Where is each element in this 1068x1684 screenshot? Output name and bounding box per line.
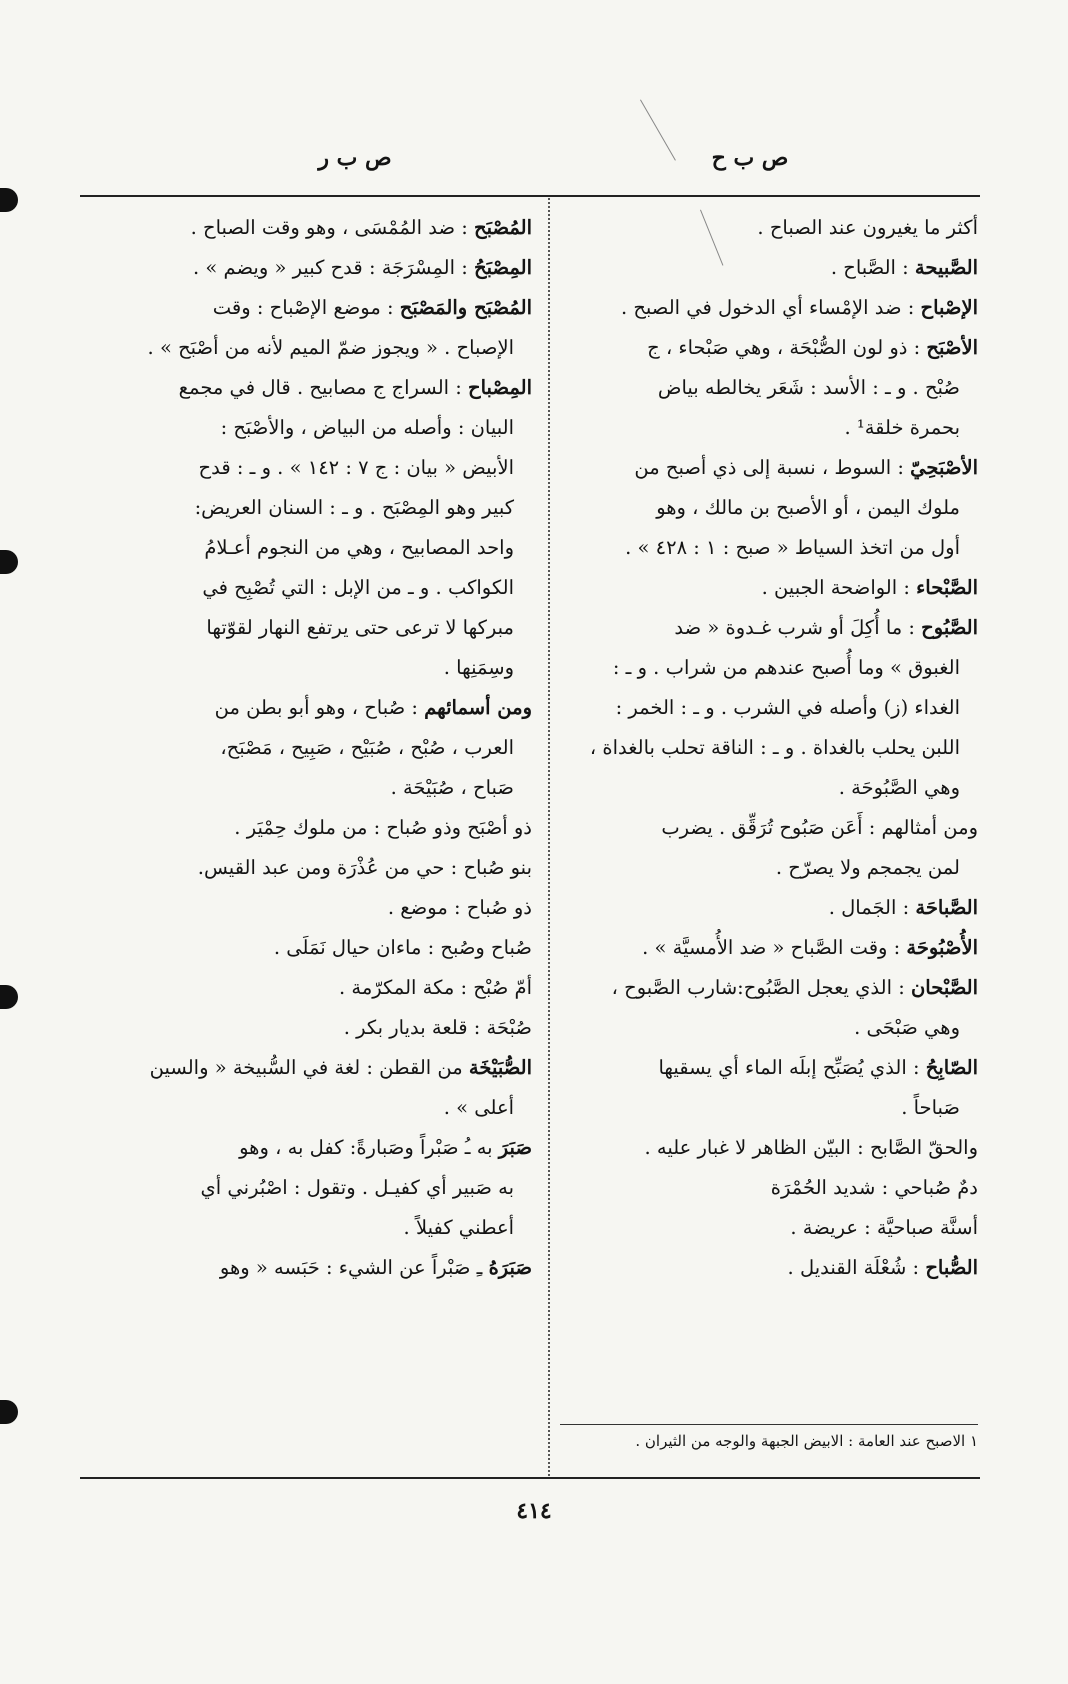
entry-line: [92, 408, 532, 448]
definition-text: اللبن يحلب بالغداة . و ـ : الناقة تحلب بالغداة ،: [589, 736, 960, 759]
dictionary-entry: [560, 608, 978, 808]
entry-line: [560, 568, 978, 608]
definition-text: أمّ صُبْح : مكة المكرّمة .: [338, 976, 532, 999]
definition-text: أكثر ما يغيرون عند الصباح .: [757, 216, 978, 239]
definition-text: ومن أمثالهم : أَعَن صَبُوح تُرَقِّق . يضرب: [661, 816, 978, 839]
footnote-rule: [560, 1424, 978, 1425]
definition-text: : الواضحة الجبين .: [761, 576, 910, 599]
definition-text: : موضع الإصْباح : وقت: [212, 296, 394, 319]
entry-line: [92, 608, 532, 648]
entry-line: [560, 808, 978, 848]
definition-text: : صُباح ، وهو أبو بطن من: [214, 696, 418, 719]
binding-mark: [0, 188, 18, 212]
binding-mark: [0, 1400, 18, 1424]
entry-line: [92, 208, 532, 248]
definition-text: ذو صُباح : موضع .: [387, 896, 532, 919]
entry-line: [560, 928, 978, 968]
headword: الصَّبُوح: [921, 616, 978, 639]
entry-line: [92, 768, 532, 808]
scan-artifact: [640, 100, 676, 161]
headword: الصَّبيحة: [914, 256, 978, 279]
definition-text: صُبْحَة : قلعة بديار بكر .: [343, 1016, 532, 1039]
header-root-left: ص ب ر: [318, 145, 392, 171]
entry-line: [92, 888, 532, 928]
definition-text: : الجَمال .: [828, 896, 910, 919]
dictionary-entry: [560, 208, 978, 248]
entry-line: [92, 1208, 532, 1248]
dictionary-entry: [92, 1248, 532, 1288]
entry-line: [560, 488, 978, 528]
definition-text: أعلى » .: [443, 1096, 514, 1119]
entry-line: [560, 328, 978, 368]
entry-line: [560, 528, 978, 568]
entry-line: [560, 1008, 978, 1048]
entry-line: [92, 1088, 532, 1128]
entry-line: [560, 368, 978, 408]
entry-line: [92, 848, 532, 888]
dictionary-entry: [92, 808, 532, 848]
definition-text: الغبوق » وما أُصبح عندهم من شراب . و ـ :: [612, 656, 960, 679]
dictionary-entry: [560, 968, 978, 1048]
entry-line: [560, 768, 978, 808]
entry-line: [92, 448, 532, 488]
headword: ومن أسمائهم: [424, 696, 532, 719]
right-column: [560, 208, 978, 1288]
definition-text: ـِ صَبْراً عن الشيء : حَبَسه « وهو: [219, 1256, 483, 1279]
dictionary-entry: [560, 1048, 978, 1128]
definition-text: ملوك اليمن ، أو الأصبح بن مالك ، وهو: [656, 496, 960, 519]
entry-line: [92, 1168, 532, 1208]
dictionary-entry: [560, 1168, 978, 1208]
dictionary-entry: [92, 848, 532, 888]
dictionary-entry: [92, 288, 532, 368]
definition-text: به ـُ صَبْراً وصَبارةً: كفل به ، وهو: [239, 1136, 493, 1159]
definition-text: من القطن : لغة في السُّبيخة « والسين: [149, 1056, 463, 1079]
entry-line: [92, 248, 532, 288]
definition-text: صُبْح . و ـ : الأسد : شَعَر يخالطه بياض: [657, 376, 960, 399]
definition-text: : شُعْلَة القنديل .: [787, 1256, 920, 1279]
dictionary-entry: [92, 968, 532, 1008]
definition-text: الإصباح . « ويجوز ضمّ الميم لأنه من أصْبَح » .: [147, 336, 514, 359]
headword: الإصْباح: [920, 296, 978, 319]
headword: صَبَرَ: [498, 1136, 532, 1159]
dictionary-entry: [560, 288, 978, 328]
dictionary-entry: [560, 808, 978, 888]
entry-line: [560, 608, 978, 648]
definition-text: ذو أصْبَح وذو صُباح : من ملوك حِمْيَر .: [234, 816, 532, 839]
headword: الأُصْبُوحَة: [906, 936, 978, 959]
entry-line: [560, 1088, 978, 1128]
headword: المِصْباح: [468, 376, 532, 399]
definition-text: بحمرة خلقة¹ .: [844, 416, 960, 439]
definition-text: أعطني كفيلاً .: [403, 1216, 514, 1239]
entry-line: [560, 848, 978, 888]
entry-line: [560, 448, 978, 488]
entry-line: [560, 288, 978, 328]
entry-line: [92, 728, 532, 768]
headword: الأصْبَحِيّ: [910, 456, 978, 479]
definition-text: : السراج ج مصابيح . قال في مجمع: [178, 376, 462, 399]
footnote: ١ الاصبح عند العامة : الابيض الجبهة والوجه من الثيران .: [635, 1432, 978, 1450]
definition-text: به صَبير أي كفيـل . وتقول : اصْبُرني أي: [200, 1176, 514, 1199]
definition-text: صَباح ، صُبَيْحَة .: [390, 776, 514, 799]
definition-text: الكواكب . و ـ من الإبل : التي تُصْبِح في: [202, 576, 514, 599]
headword: الأصْبَح: [926, 336, 978, 359]
entry-line: [560, 208, 978, 248]
definition-text: وهي صَبْحَى .: [854, 1016, 960, 1039]
entry-line: [560, 408, 978, 448]
definition-text: دمٌ صُباحي : شديد الحُمْرَة: [770, 1176, 978, 1199]
definition-text: : السوط ، نسبة إلى ذي أصبح من: [634, 456, 904, 479]
entry-line: [560, 1048, 978, 1088]
headword: الصَّبْحان: [910, 976, 978, 999]
dictionary-entry: [560, 328, 978, 448]
dictionary-entry: [92, 208, 532, 248]
definition-text: صَباحاً .: [901, 1096, 960, 1119]
headword: الصَّباحَة: [915, 896, 978, 919]
entry-line: [560, 648, 978, 688]
definition-text: الغداء (ز) وأصله في الشرب . و ـ : الخمر :: [615, 696, 960, 719]
dictionary-entry: [560, 1208, 978, 1248]
binding-mark: [0, 550, 18, 574]
definition-text: : الذي يُصَبِّح إبلَه الماء أي يسقيها: [658, 1056, 920, 1079]
definition-text: : وقت الصَّباح « ضد الأُمسيَّة » .: [642, 936, 901, 959]
entry-line: [92, 568, 532, 608]
entry-line: [92, 488, 532, 528]
definition-text: العرب ، صُبْح ، صُبَيْح ، صَبِيح ، مَصْبَح،: [220, 736, 514, 759]
definition-text: صُباح وصُبح : ماءان حيال نَمَلَى .: [273, 936, 532, 959]
entry-line: [92, 528, 532, 568]
entry-line: [92, 968, 532, 1008]
dictionary-entry: [560, 928, 978, 968]
entry-line: [92, 1128, 532, 1168]
dictionary-entry: [560, 888, 978, 928]
definition-text: بنو صُباح : حي من عُذْرَة ومن عبد القيس.: [197, 856, 532, 879]
dictionary-entry: [560, 248, 978, 288]
dictionary-entry: [560, 568, 978, 608]
entry-line: [92, 928, 532, 968]
column-divider: [548, 198, 550, 1476]
definition-text: واحد المصابيح ، وهي من النجوم أعـلامُ: [204, 536, 514, 559]
entry-line: [92, 808, 532, 848]
definition-text: : الذي يعجل الصَّبُوح:شارب الصَّبوح ،: [611, 976, 905, 999]
definition-text: لمن يجمجم ولا يصرّح .: [775, 856, 960, 879]
headword: الصّابِحُ: [925, 1056, 978, 1079]
page-number: ٤١٤: [516, 1498, 552, 1524]
definition-text: أول من اتخذ السياط « صبح : ١ : ٤٢٨ » .: [625, 536, 960, 559]
entry-line: [560, 1168, 978, 1208]
dictionary-entry: [92, 688, 532, 808]
definition-text: أسنَّة صباحيَّة : عريضة .: [790, 1216, 978, 1239]
definition-text: : ذو لون الصُّبْحَة ، وهي صَبْحاء ، ج: [647, 336, 921, 359]
definition-text: مبركها لا ترعى حتى يرتفع النهار لقوّتها: [206, 616, 514, 639]
entry-line: [92, 688, 532, 728]
definition-text: : المِسْرَجَة : قدح كبير « ويضم » .: [193, 256, 468, 279]
dictionary-entry: [92, 1008, 532, 1048]
definition-text: : ضد الإمْساء أي الدخول في الصبح .: [620, 296, 915, 319]
dictionary-entry: [92, 888, 532, 928]
dictionary-entry: [92, 368, 532, 688]
left-column: [92, 208, 532, 1288]
headword: صَبَرَهُ: [488, 1256, 532, 1279]
dictionary-entry: [92, 928, 532, 968]
definition-text: الأبيض « بيان : ج ٧ : ١٤٢ » . و ـ : قدح: [198, 456, 514, 479]
entry-line: [92, 1248, 532, 1288]
dictionary-entry: [560, 1128, 978, 1168]
entry-line: [92, 328, 532, 368]
definition-text: وهي الصَّبُوحَة .: [838, 776, 960, 799]
entry-line: [560, 728, 978, 768]
dictionary-entry: [560, 1248, 978, 1288]
entry-line: [92, 648, 532, 688]
entry-line: [92, 368, 532, 408]
definition-text: كبير وهو المِصْبَح . و ـ : السنان العريض:: [194, 496, 514, 519]
entry-line: [560, 1128, 978, 1168]
dictionary-entry: [92, 1128, 532, 1248]
definition-text: وسِمَنِها .: [443, 656, 514, 679]
entry-line: [560, 1248, 978, 1288]
dictionary-entry: [560, 448, 978, 568]
dictionary-entry: [92, 248, 532, 288]
headword: الصُّباح: [925, 1256, 978, 1279]
headword: المُصْبَح والمَصْبَح: [399, 296, 532, 319]
binding-mark: [0, 985, 18, 1009]
entry-line: [560, 248, 978, 288]
headword: المِصْبَحُ: [473, 256, 532, 279]
entry-line: [92, 1048, 532, 1088]
entry-line: [560, 1208, 978, 1248]
headword: الصُّبَيْخَة: [468, 1056, 532, 1079]
entry-line: [92, 288, 532, 328]
definition-text: : الصَّباح .: [830, 256, 909, 279]
definition-text: والحقّ الصَّابح : البيّن الظاهر لا غبار عليه .: [644, 1136, 978, 1159]
top-rule: [80, 195, 980, 197]
headword: الصَّبْحاء: [916, 576, 978, 599]
headword: المُصْبَح: [473, 216, 532, 239]
entry-line: [560, 888, 978, 928]
definition-text: : ضد المُمْسَى ، وهو وقت الصباح .: [190, 216, 468, 239]
dictionary-entry: [92, 1048, 532, 1128]
entry-line: [92, 1008, 532, 1048]
entry-line: [560, 688, 978, 728]
bottom-rule: [80, 1477, 980, 1479]
header-root-right: ص ب ح: [711, 145, 789, 171]
definition-text: البيان : وأصله من البياض ، والأصْبَح :: [220, 416, 514, 439]
definition-text: : ما أُكِلَ أو شرب غـدوة « ضد: [674, 616, 915, 639]
entry-line: [560, 968, 978, 1008]
